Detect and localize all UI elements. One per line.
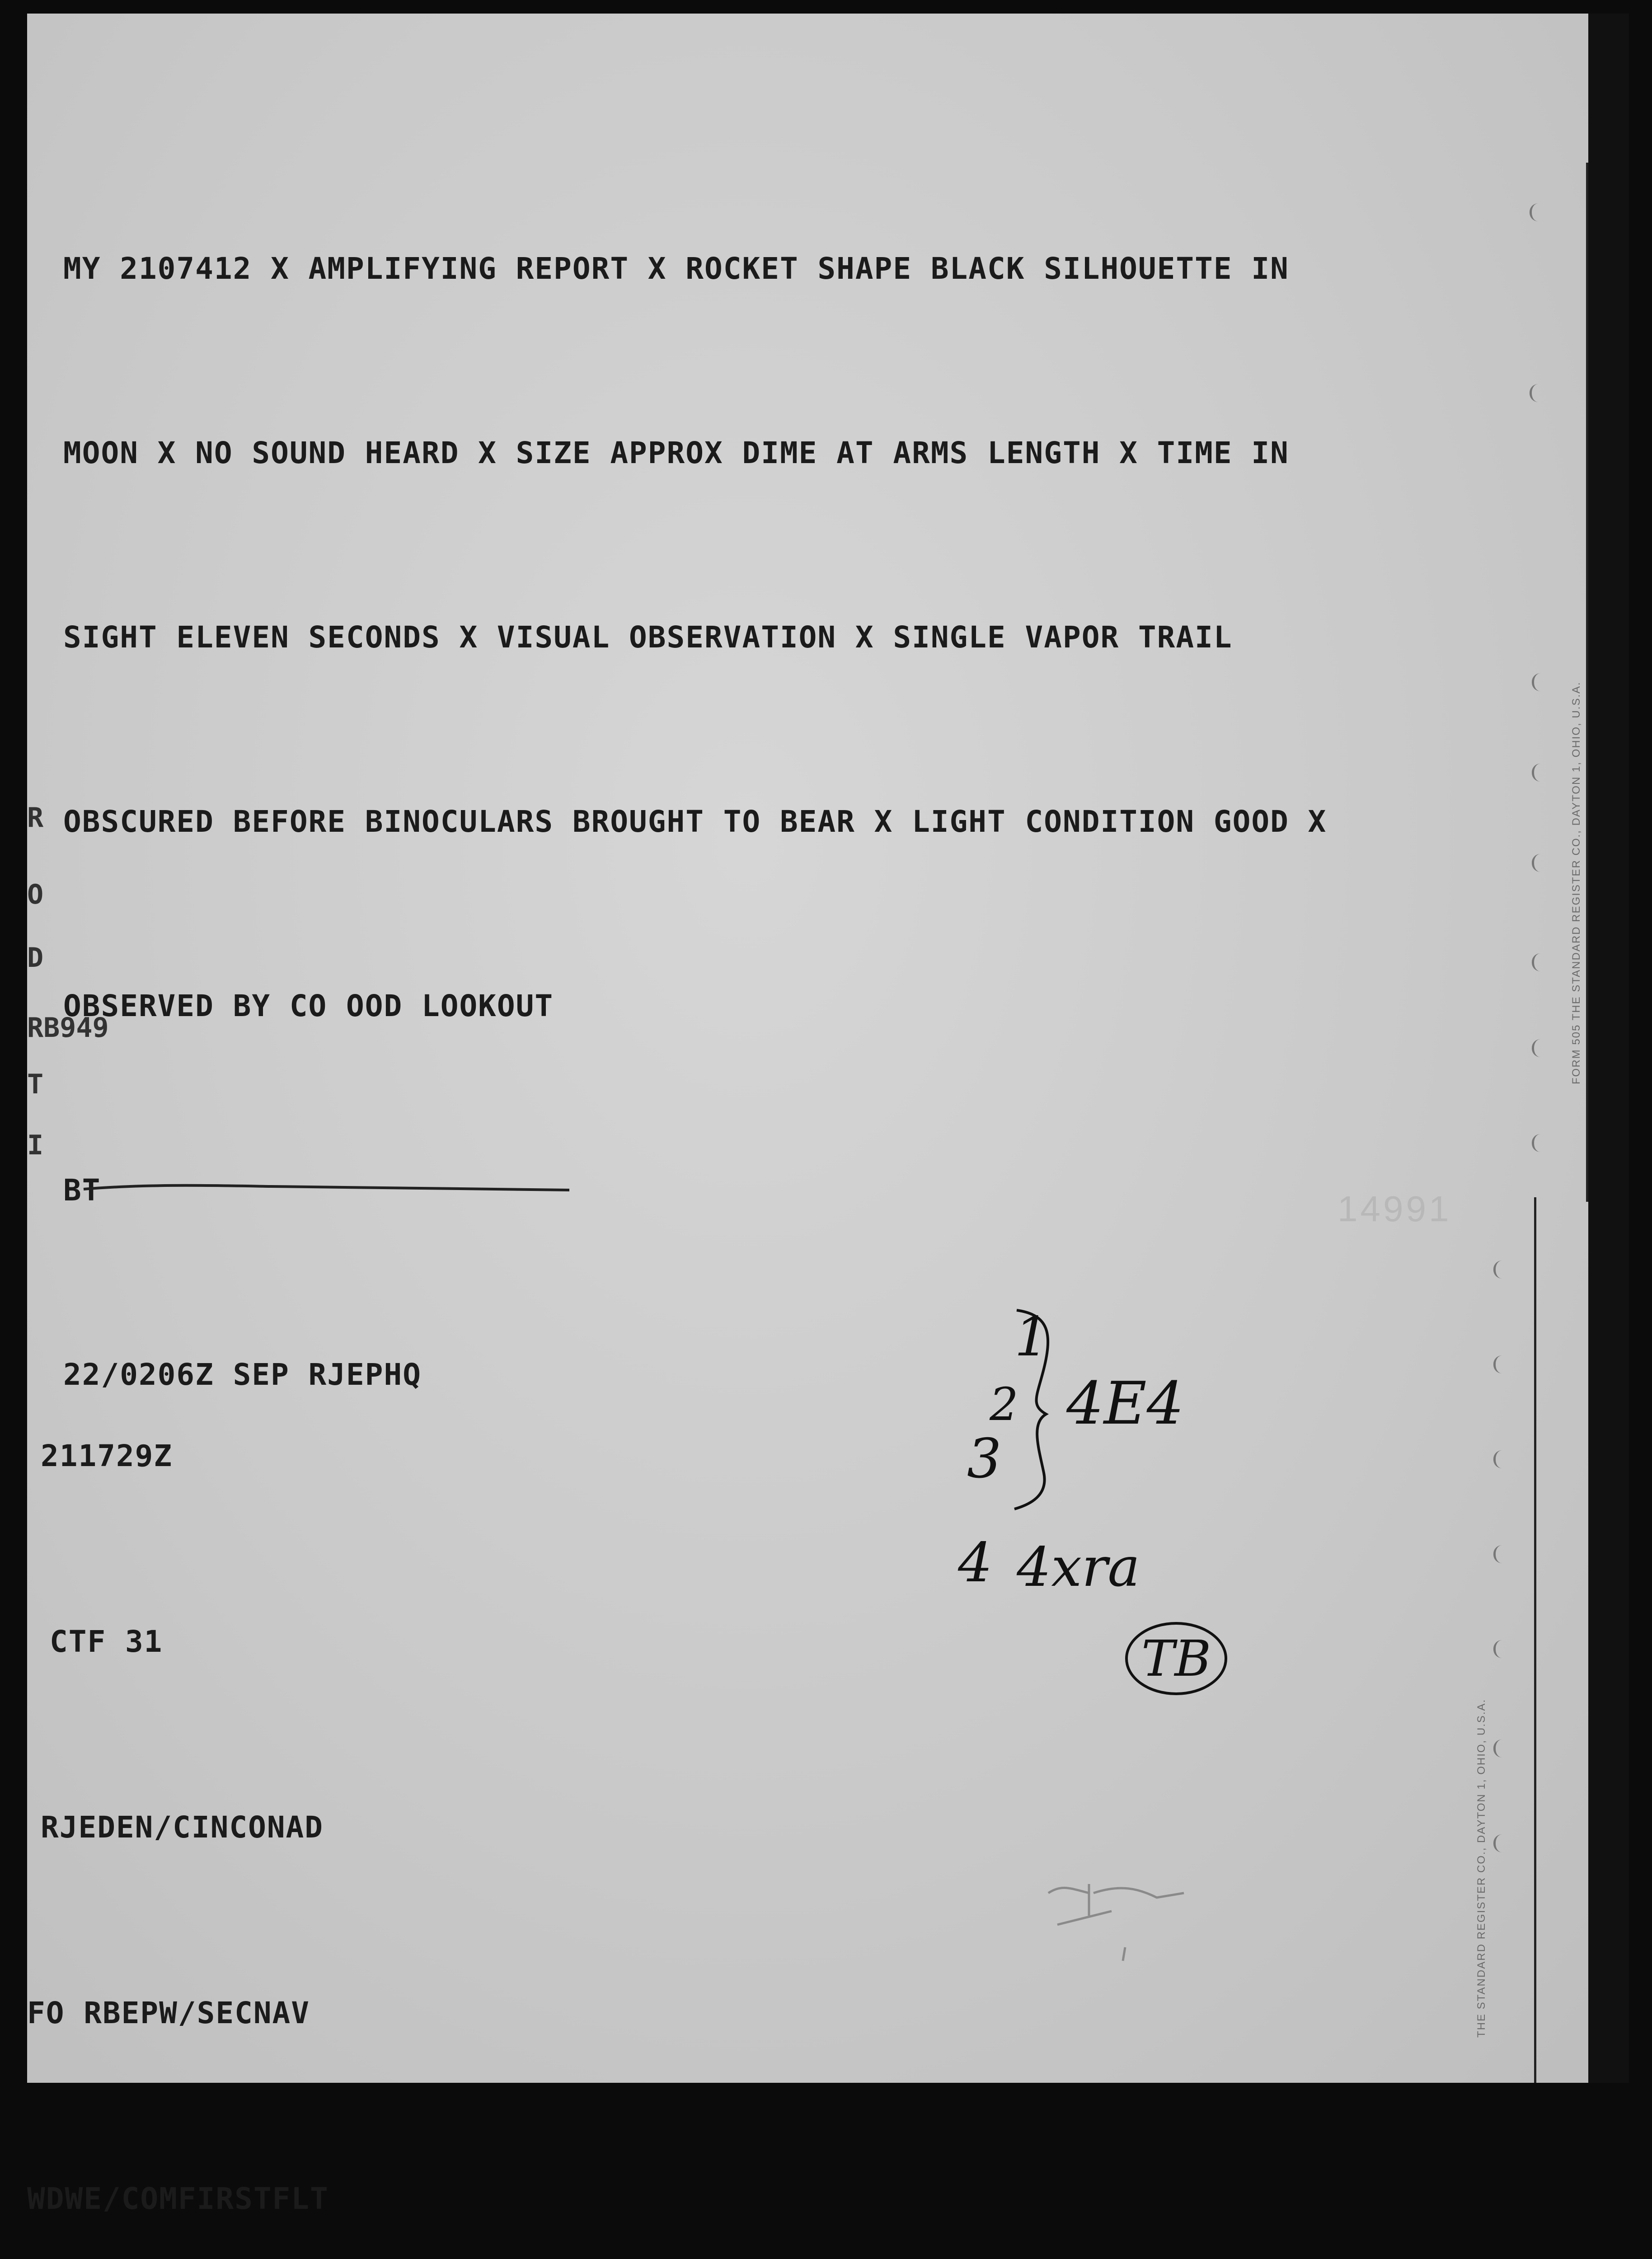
- perforation-mark: [1532, 673, 1540, 691]
- upper-line: OBSERVED BY CO OOD LOOKOUT: [63, 989, 554, 1023]
- upper-line: MY 2107412 X AMPLIFYING REPORT X ROCKET SHAPE BLACK SILHOUETTE IN: [63, 251, 1289, 286]
- stub-letter: O: [27, 879, 44, 910]
- perforation-mark: [1493, 1834, 1502, 1852]
- sheet-edge-line: [1534, 1197, 1536, 2083]
- upper-line: SIGHT ELEVEN SECONDS X VISUAL OBSERVATION X SINGLE VAPOR TRAIL: [63, 620, 1233, 655]
- handwritten-number: 1: [1014, 1306, 1049, 1369]
- handwritten-code: 4xra: [1017, 1536, 1140, 1599]
- perforation-mark: [1532, 854, 1540, 872]
- perforation-mark: [1532, 1039, 1540, 1057]
- stub-letter: I: [27, 1130, 44, 1161]
- form-print-upper: FORM 505 THE STANDARD REGISTER CO., DAYTON 1, OHIO, U.S.A.: [1570, 681, 1582, 1084]
- teletype-document-page: [27, 14, 1629, 2216]
- stub-letter: D: [27, 942, 44, 974]
- handwritten-number: 3: [967, 1428, 1002, 1490]
- form-print-lower: THE STANDARD REGISTER CO., DAYTON 1, OHIO, U.S.A.: [1475, 1698, 1488, 2038]
- tear-line: [81, 1179, 578, 1197]
- perforation-mark: [1532, 953, 1540, 971]
- perforation-mark: [1493, 1739, 1502, 1758]
- dark-right-border: [1588, 14, 1629, 2083]
- handwritten-brace: [1012, 1297, 1066, 1514]
- lower-line: FO RBEPW/SECNAV: [27, 1996, 310, 2030]
- lower-line: RJEDEN/CINCONAD: [41, 1810, 324, 1845]
- stub-letter: T: [27, 1069, 44, 1100]
- perforation-mark: [1493, 1640, 1502, 1658]
- stub-letter: RB949: [27, 1012, 109, 1044]
- handwritten-number: 4: [958, 1532, 993, 1594]
- stub-letter: R: [27, 802, 44, 834]
- lower-line: CTF 31: [50, 1624, 163, 1659]
- faint-number: 14991: [1338, 1189, 1452, 1229]
- perforation-mark: [1532, 1134, 1540, 1152]
- perforation-mark: [1530, 384, 1538, 402]
- perforation-mark: [1532, 764, 1540, 782]
- handwritten-number: 2: [990, 1378, 1018, 1431]
- upper-line: 22/0206Z SEP RJEPHQ: [63, 1357, 422, 1392]
- perforation-mark: [1493, 1545, 1502, 1563]
- perforation-mark: [1493, 1450, 1502, 1468]
- perforation-mark: [1493, 1355, 1502, 1373]
- perforation-mark: [1493, 1261, 1502, 1279]
- upper-line: OBSCURED BEFORE BINOCULARS BROUGHT TO BEAR X LIGHT CONDITION GOOD X: [63, 804, 1327, 839]
- lower-line: WDWE/COMFIRSTFLT: [27, 2181, 329, 2216]
- upper-line: BT: [63, 1173, 101, 1208]
- handwritten-initials: TB: [1125, 1622, 1227, 1695]
- handwritten-code: 4E4: [1066, 1369, 1184, 1438]
- lower-line: 211729Z: [41, 1439, 173, 1473]
- upper-line: MOON X NO SOUND HEARD X SIZE APPROX DIME AT ARMS LENGTH X TIME IN: [63, 436, 1289, 470]
- lower-message: [27, 1301, 498, 2259]
- perforation-mark: [1530, 203, 1538, 221]
- pencil-mark: [1021, 1857, 1211, 1965]
